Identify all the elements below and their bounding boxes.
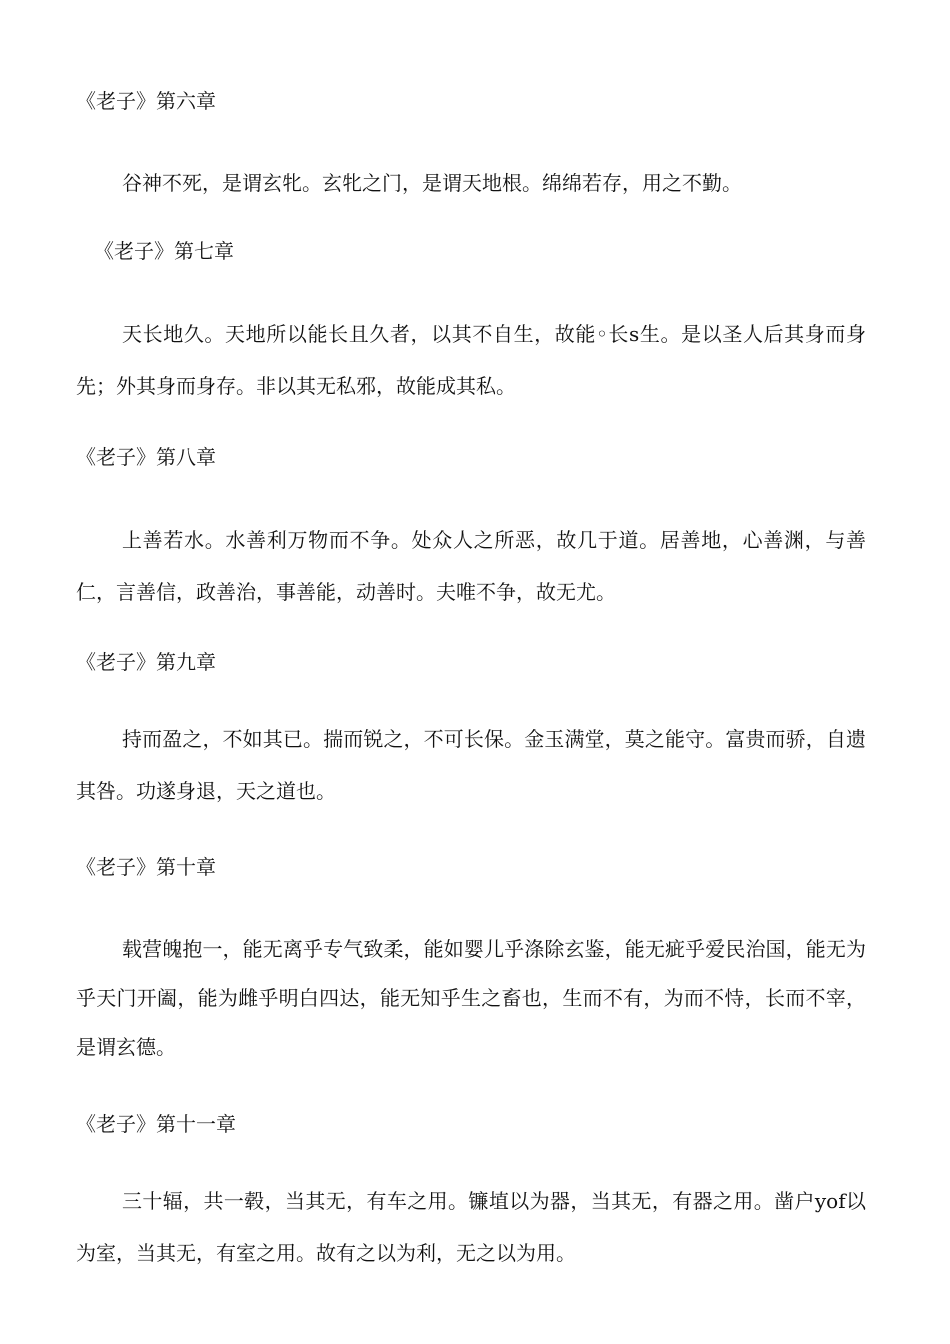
chapter-10-text: 载营魄抱一，能无离乎专气致柔，能如婴儿乎涤除玄鉴，能无疵乎爱民治国，能无为乎天门开阖，能为雌乎明白四达，能无知乎生之畜也，生而不有，为而不恃，长而不宰，是谓玄德。	[76, 937, 866, 1059]
chapter-6-text: 谷神不死，是谓玄牝。玄牝之门，是谓天地根。绵绵若存，用之不勤。	[122, 171, 742, 195]
chapter-6-heading: 《老子》第六章	[76, 89, 216, 113]
chapter-8-heading: 《老子》第八章	[76, 445, 216, 469]
chapter-8-text: 上善若水。水善利万物而不争。处众人之所恶，故几于道。居善地，心善渊，与善仁，言善信，政善治，事善能，动善时。夫唯不争，故无尤。	[76, 528, 866, 604]
chapter-11-text: 三十辐，共一毂，当其无，有车之用。镰埴以为器，当其无，有器之用。凿户yof以为室，当其无，有室之用。故有之以为利，无之以为用。	[76, 1189, 866, 1265]
chapter-10-heading: 《老子》第十章	[76, 855, 216, 879]
chapter-9-text: 持而盈之，不如其已。揣而锐之，不可长保。金玉满堂，莫之能守。富贵而骄，自遗其咎。功遂身退，天之道也。	[76, 727, 866, 803]
chapter-7-heading: 《老子》第七章	[94, 239, 234, 263]
chapter-9-heading: 《老子》第九章	[76, 650, 216, 674]
chapter-11-heading: 《老子》第十一章	[76, 1112, 236, 1136]
chapter-7-text: 天长地久。天地所以能长且久者，以其不自生，故能◦长s生。是以圣人后其身而身先；外其身而身存。非以其无私邪，故能成其私。	[76, 322, 866, 398]
